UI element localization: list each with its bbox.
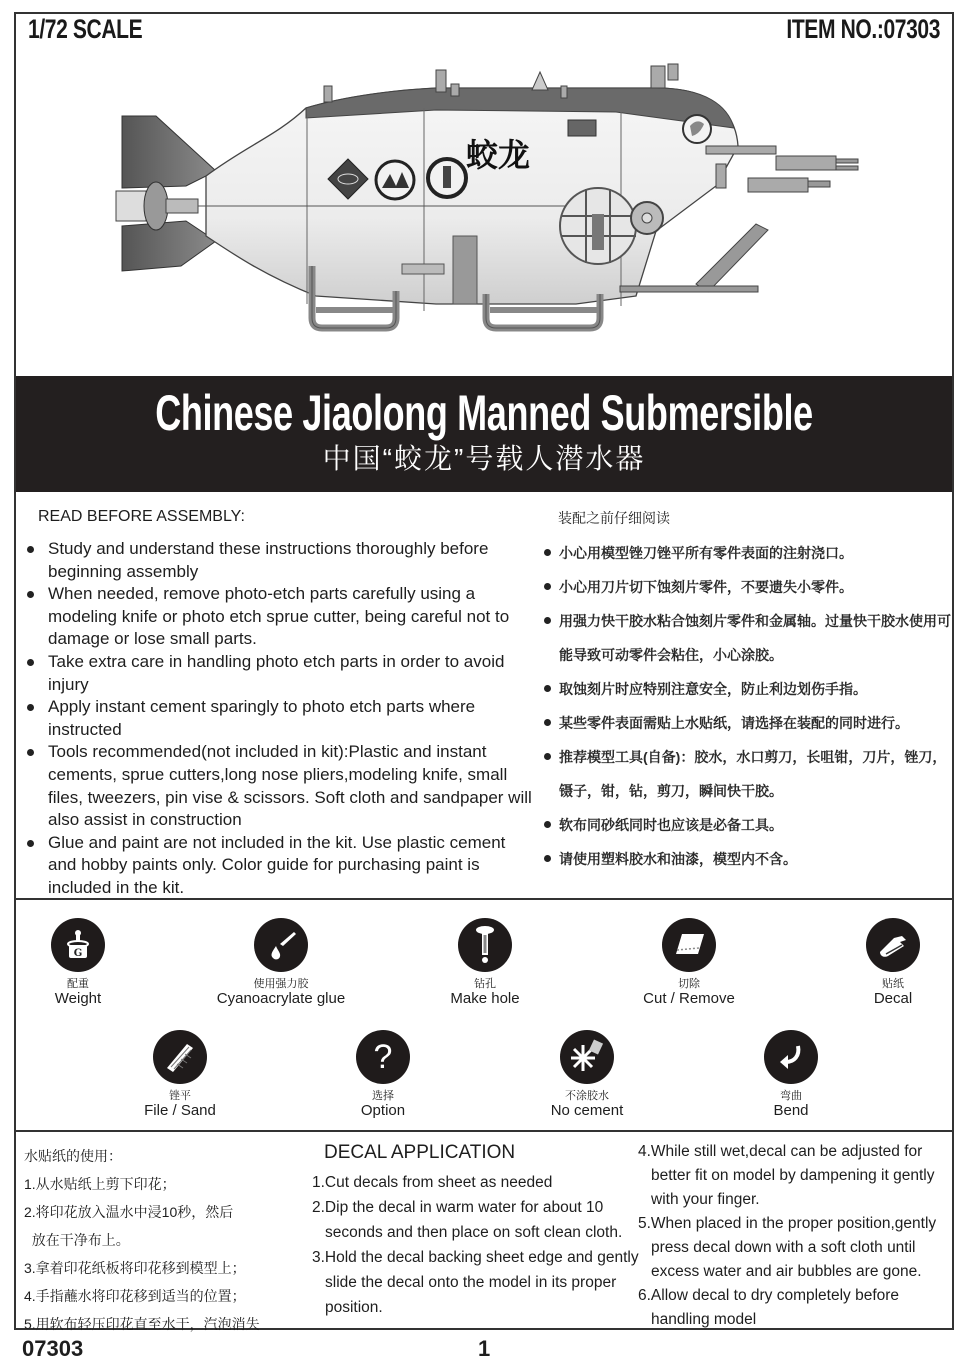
instructions-list-zh (541, 536, 951, 876)
bullet-icon (544, 855, 551, 862)
title-banner (16, 376, 952, 492)
item-number: ITEM NO.:07303 (786, 14, 940, 44)
list-item: Tools recommended(not included in kit):Plastic and instant cements, sprue cutters,long nose pliers,modeling knife, small files, tweezers, pin vise & scissors. Soft cloth and sandpaper will also assist in construction (24, 741, 534, 831)
list-item: 某些零件表面需贴上水贴纸，请选择在装配的同时进行。 (541, 706, 951, 740)
decal-step: 5.When placed in the proper position,gently press decal down with a soft cloth until excess water and air bubbles are gone. (638, 1215, 937, 1280)
bullet-icon (27, 659, 34, 666)
cut-icon (662, 918, 716, 972)
scale-label: 1/72 SCALE (28, 14, 143, 44)
symbol-cut-remove: 切除 Cut / Remove (599, 918, 779, 1007)
symbol-decal: 贴纸 Decal (803, 918, 970, 1007)
list-item: Glue and paint are not included in the kit. Use plastic cement and hobby paints only. Color guide for purchasing paint is included in the kit. (24, 832, 534, 900)
bullet-icon (544, 685, 551, 692)
symbol-no-cement: 不涂胶水 No cement (497, 1030, 677, 1119)
list-item: 小心用刀片切下蚀刻片零件，不要遗失小零件。 (541, 570, 951, 604)
file-icon (153, 1030, 207, 1084)
instructions-list-en (24, 538, 534, 900)
list-item: 小心用模型锉刀锉平所有零件表面的注射浇口。 (541, 536, 951, 570)
svg-text:G: G (73, 948, 83, 959)
bullet-icon (544, 549, 551, 556)
footer-item-code: 07303 (22, 1336, 84, 1361)
submersible-illustration (16, 56, 952, 376)
glue-drop-icon (254, 918, 308, 972)
weight-icon (51, 918, 105, 972)
read-before-title-zh: 装配之前仔细阅读 (558, 510, 670, 526)
page-number: 1 (478, 1336, 491, 1361)
bullet-icon (544, 719, 551, 726)
symbol-bend: 弯曲 Bend (701, 1030, 881, 1119)
list-item: 请使用塑料胶水和油漆，模型内不含。 (541, 842, 951, 876)
list-item: 用强力快干胶水粘合蚀刻片零件和金属轴。过量快干胶水使用可能导致可动零件会粘住，小心涂胶。 (541, 604, 951, 672)
list-item: Study and understand these instructions thoroughly before beginning assembly (24, 538, 534, 583)
decal-steps-en-2 (638, 1140, 958, 1332)
decal-icon (866, 918, 920, 972)
decal-step: 1.Cut decals from sheet as needed (312, 1174, 553, 1191)
decal-step-zh: 2.将印花放入温水中浸10秒，然后 (24, 1204, 234, 1220)
symbol-cyanoacrylate-glue: 使用强力胶 Cyanoacrylate glue (191, 918, 371, 1007)
drill-icon (458, 918, 512, 972)
bullet-icon (544, 821, 551, 828)
decal-step-zh: 3.拿着印花纸板将印花移到模型上； (24, 1260, 246, 1276)
bullet-icon (27, 704, 34, 711)
decal-step-zh: 放在干净布上。 (24, 1232, 130, 1248)
symbol-legend (16, 900, 952, 1132)
symbol-file-sand: 锉平 File / Sand (90, 1030, 270, 1119)
symbol-option: ? 选择 Option (293, 1030, 473, 1119)
decal-step-zh: 1.从水贴纸上剪下印花； (24, 1176, 176, 1192)
decal-step-zh: 4.手指蘸水将印花移到适当的位置； (24, 1288, 246, 1304)
bullet-icon (544, 617, 551, 624)
decal-instructions-zh (24, 1142, 260, 1338)
list-item: 推荐模型工具(自备)：胶水，水口剪刀，长咀钳，刀片，锉刀，镊子，钳，钻，剪刀，瞬间快干胶。 (541, 740, 951, 808)
decal-steps-en-1 (312, 1170, 642, 1320)
bullet-icon (544, 753, 551, 760)
decal-step-zh: 5.用软布轻压印花直至水干，汽泡消失 (24, 1316, 260, 1332)
bullet-icon (27, 546, 34, 553)
list-item: Take extra care in handling photo etch parts in order to avoid injury (24, 651, 534, 696)
decal-step: 3.Hold the decal backing sheet edge and gently slide the decal onto the model in its proper position. (312, 1249, 639, 1316)
symbol-make-hole: 钻孔 Make hole (395, 918, 575, 1007)
decal-step: 4.While still wet,decal can be adjusted for better fit on model by dampening it gently with your finger. (638, 1143, 935, 1208)
list-item: Apply instant cement sparingly to photo etch parts where instructed (24, 696, 534, 741)
title-chinese: 中国“蛟龙”号载人潜水器 (322, 443, 646, 474)
list-item: 软布同砂纸同时也应该是必备工具。 (541, 808, 951, 842)
read-before-section (16, 492, 952, 900)
symbol-weight: G 配重 Weight (0, 918, 168, 1007)
hull-name-text: 蛟龙 (466, 136, 531, 174)
bullet-icon (27, 749, 34, 756)
decal-title-zh: 水贴纸的使用： (24, 1148, 122, 1164)
decal-step: 6.Allow decal to dry completely before handling model (638, 1287, 900, 1328)
title-english: Chinese Jiaolong Manned Submersible (155, 385, 813, 441)
no-cement-icon (560, 1030, 614, 1084)
list-item: When needed, remove photo-etch parts carefully using a modeling knife or photo etch sprue cutter, being careful not to damage or lose small parts. (24, 583, 534, 651)
decal-application-section (16, 1132, 952, 1332)
read-before-title-en: READ BEFORE ASSEMBLY: (38, 508, 245, 525)
list-item: 取蚀刻片时应特别注意安全，防止利边划伤手指。 (541, 672, 951, 706)
bullet-icon (27, 840, 34, 847)
decal-step: 2.Dip the decal in warm water for about 10 seconds and then place on soft clean cloth. (312, 1199, 623, 1241)
bullet-icon (544, 583, 551, 590)
bullet-icon (27, 591, 34, 598)
question-icon: ? (356, 1030, 410, 1084)
decal-title-en: DECAL APPLICATION (324, 1142, 516, 1163)
bend-icon (764, 1030, 818, 1084)
